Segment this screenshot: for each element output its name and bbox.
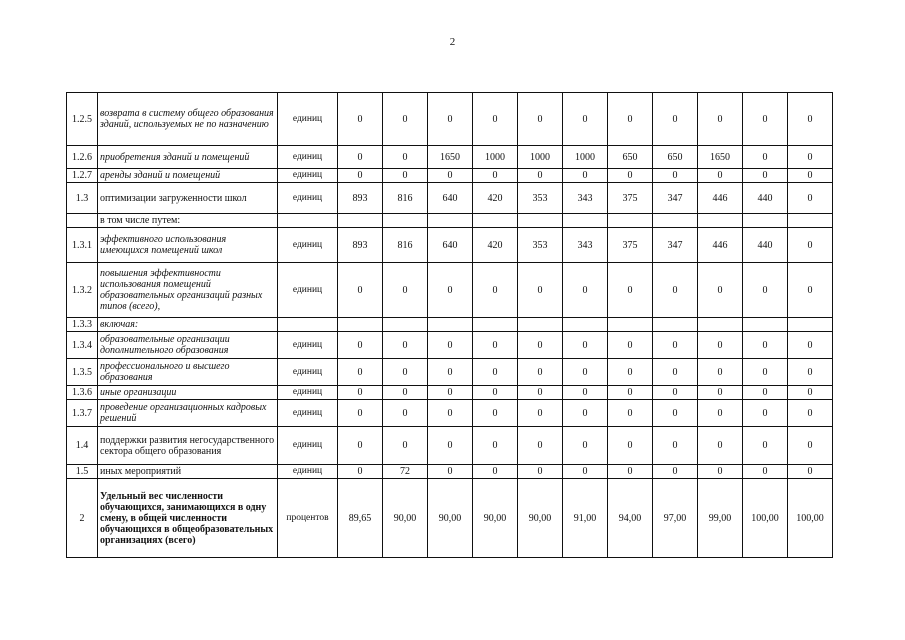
row-unit: единиц bbox=[278, 400, 338, 427]
table-cell: 0 bbox=[698, 427, 743, 465]
table-cell: 0 bbox=[428, 465, 473, 479]
table-cell: 816 bbox=[383, 183, 428, 214]
table-cell: 90,00 bbox=[428, 479, 473, 558]
table-cell: 0 bbox=[338, 359, 383, 386]
table-cell: 0 bbox=[383, 169, 428, 183]
table-cell: 90,00 bbox=[383, 479, 428, 558]
table-cell: 0 bbox=[338, 400, 383, 427]
table-cell: 0 bbox=[383, 386, 428, 400]
row-name: проведение организационных кадровых решений bbox=[98, 400, 278, 427]
table-cell: 0 bbox=[608, 427, 653, 465]
table-cell: 0 bbox=[383, 400, 428, 427]
table-cell: 0 bbox=[428, 427, 473, 465]
table-cell: 0 bbox=[743, 146, 788, 169]
row-code: 1.4 bbox=[67, 427, 98, 465]
table-cell: 347 bbox=[653, 183, 698, 214]
table-cell: 0 bbox=[563, 386, 608, 400]
table-cell: 0 bbox=[698, 359, 743, 386]
table-cell: 0 bbox=[338, 332, 383, 359]
table-cell: 0 bbox=[428, 263, 473, 318]
row-name: повышения эффективности использования помещений образовательных организаций разных типов (всего), bbox=[98, 263, 278, 318]
row-code bbox=[67, 214, 98, 228]
table-cell: 0 bbox=[428, 359, 473, 386]
table-cell: 440 bbox=[743, 228, 788, 263]
table-cell: 0 bbox=[653, 93, 698, 146]
row-unit: единиц bbox=[278, 332, 338, 359]
table-cell: 0 bbox=[518, 332, 563, 359]
table-cell: 0 bbox=[788, 427, 833, 465]
table-cell: 0 bbox=[383, 263, 428, 318]
table-cell: 640 bbox=[428, 228, 473, 263]
table-cell: 0 bbox=[383, 359, 428, 386]
table-cell: 0 bbox=[653, 332, 698, 359]
table-cell bbox=[608, 318, 653, 332]
table-cell bbox=[788, 214, 833, 228]
table-cell bbox=[473, 318, 518, 332]
table-cell: 0 bbox=[608, 400, 653, 427]
table-cell: 343 bbox=[563, 228, 608, 263]
row-code: 1.2.6 bbox=[67, 146, 98, 169]
row-code: 1.5 bbox=[67, 465, 98, 479]
table-row bbox=[67, 146, 833, 169]
table-cell bbox=[743, 318, 788, 332]
table-cell: 0 bbox=[608, 332, 653, 359]
table-cell: 0 bbox=[788, 400, 833, 427]
table-cell: 0 bbox=[518, 427, 563, 465]
row-name: в том числе путем: bbox=[98, 214, 278, 228]
table-cell bbox=[518, 214, 563, 228]
table-cell: 375 bbox=[608, 183, 653, 214]
table-cell: 0 bbox=[698, 400, 743, 427]
table-cell: 0 bbox=[338, 263, 383, 318]
table-cell: 0 bbox=[518, 400, 563, 427]
row-code: 1.3.1 bbox=[67, 228, 98, 263]
table-cell: 0 bbox=[743, 169, 788, 183]
table-cell: 72 bbox=[383, 465, 428, 479]
table-cell: 0 bbox=[788, 359, 833, 386]
table-row bbox=[67, 479, 833, 558]
table-cell: 0 bbox=[473, 332, 518, 359]
table-cell: 893 bbox=[338, 228, 383, 263]
row-name: оптимизации загруженности школ bbox=[98, 183, 278, 214]
table-cell: 0 bbox=[338, 427, 383, 465]
table-row bbox=[67, 93, 833, 146]
table-cell: 0 bbox=[338, 169, 383, 183]
table-cell: 0 bbox=[698, 169, 743, 183]
table-cell: 0 bbox=[563, 93, 608, 146]
table-cell: 99,00 bbox=[698, 479, 743, 558]
table-cell: 1650 bbox=[698, 146, 743, 169]
table-cell: 0 bbox=[743, 359, 788, 386]
table-cell: 0 bbox=[743, 93, 788, 146]
table-cell bbox=[653, 214, 698, 228]
table-cell: 1650 bbox=[428, 146, 473, 169]
row-name: иных мероприятий bbox=[98, 465, 278, 479]
table-cell: 0 bbox=[518, 169, 563, 183]
table-cell bbox=[788, 318, 833, 332]
table-cell: 100,00 bbox=[788, 479, 833, 558]
table-cell: 0 bbox=[473, 427, 518, 465]
table-cell: 0 bbox=[743, 263, 788, 318]
table-cell: 0 bbox=[428, 93, 473, 146]
row-unit: процентов bbox=[278, 479, 338, 558]
table-cell: 0 bbox=[518, 465, 563, 479]
table-cell bbox=[608, 214, 653, 228]
table-cell: 0 bbox=[563, 465, 608, 479]
table-cell: 0 bbox=[563, 263, 608, 318]
table-cell: 0 bbox=[608, 169, 653, 183]
table-cell bbox=[563, 318, 608, 332]
table-cell: 0 bbox=[518, 386, 563, 400]
row-code: 1.3.5 bbox=[67, 359, 98, 386]
table-cell: 0 bbox=[788, 263, 833, 318]
table-cell: 446 bbox=[698, 228, 743, 263]
table-cell: 0 bbox=[653, 400, 698, 427]
row-name: поддержки развития негосударственного сектора общего образования bbox=[98, 427, 278, 465]
table-cell: 0 bbox=[653, 465, 698, 479]
table-cell: 0 bbox=[338, 146, 383, 169]
row-unit bbox=[278, 214, 338, 228]
table-cell: 0 bbox=[698, 465, 743, 479]
table-cell: 0 bbox=[788, 93, 833, 146]
table-cell: 343 bbox=[563, 183, 608, 214]
table-cell: 446 bbox=[698, 183, 743, 214]
table-cell: 0 bbox=[473, 93, 518, 146]
table-cell bbox=[698, 318, 743, 332]
table-cell: 0 bbox=[473, 386, 518, 400]
table-cell: 0 bbox=[698, 386, 743, 400]
table-cell: 0 bbox=[563, 169, 608, 183]
table-cell: 353 bbox=[518, 183, 563, 214]
table-cell: 0 bbox=[383, 93, 428, 146]
table-cell: 0 bbox=[608, 359, 653, 386]
row-code: 2 bbox=[67, 479, 98, 558]
row-code: 1.3.6 bbox=[67, 386, 98, 400]
table-cell: 440 bbox=[743, 183, 788, 214]
table-cell: 0 bbox=[383, 146, 428, 169]
table-cell: 0 bbox=[473, 359, 518, 386]
table-row bbox=[67, 263, 833, 318]
table-cell: 97,00 bbox=[653, 479, 698, 558]
row-code: 1.2.5 bbox=[67, 93, 98, 146]
row-name: профессионального и высшего образования bbox=[98, 359, 278, 386]
table-cell: 0 bbox=[518, 359, 563, 386]
row-unit bbox=[278, 318, 338, 332]
table-cell bbox=[743, 214, 788, 228]
table-cell: 0 bbox=[473, 169, 518, 183]
table-cell: 0 bbox=[608, 93, 653, 146]
table-cell: 0 bbox=[518, 263, 563, 318]
table-cell: 0 bbox=[788, 228, 833, 263]
row-name: включая: bbox=[98, 318, 278, 332]
row-name: возврата в систему общего образования зданий, используемых не по назначению bbox=[98, 93, 278, 146]
table-cell: 1000 bbox=[518, 146, 563, 169]
table-cell: 0 bbox=[473, 400, 518, 427]
table-row bbox=[67, 427, 833, 465]
row-unit: единиц bbox=[278, 263, 338, 318]
row-unit: единиц bbox=[278, 427, 338, 465]
table-cell: 0 bbox=[563, 427, 608, 465]
row-code: 1.3.4 bbox=[67, 332, 98, 359]
table-cell: 0 bbox=[653, 169, 698, 183]
row-code: 1.3.7 bbox=[67, 400, 98, 427]
table-cell: 0 bbox=[428, 386, 473, 400]
table-cell bbox=[698, 214, 743, 228]
row-name: эффективного использования имеющихся помещений школ bbox=[98, 228, 278, 263]
row-name: иные организации bbox=[98, 386, 278, 400]
row-unit: единиц bbox=[278, 169, 338, 183]
table-cell: 0 bbox=[383, 427, 428, 465]
table-row bbox=[67, 359, 833, 386]
table-cell bbox=[653, 318, 698, 332]
row-unit: единиц bbox=[278, 465, 338, 479]
table-cell: 0 bbox=[608, 465, 653, 479]
table-row bbox=[67, 214, 833, 228]
row-name: Удельный вес численности обучающихся, занимающихся в одну смену, в общей численности обучающихся в общеобразовательных организациях (всего) bbox=[98, 479, 278, 558]
table-row bbox=[67, 332, 833, 359]
table-cell: 1000 bbox=[473, 146, 518, 169]
table-cell bbox=[383, 318, 428, 332]
table-cell bbox=[338, 318, 383, 332]
table-cell: 0 bbox=[608, 263, 653, 318]
table-cell: 0 bbox=[788, 465, 833, 479]
indicators-table bbox=[66, 92, 833, 558]
table-row bbox=[67, 318, 833, 332]
table-cell: 91,00 bbox=[563, 479, 608, 558]
table-cell: 375 bbox=[608, 228, 653, 263]
table-cell: 0 bbox=[743, 386, 788, 400]
table-cell: 0 bbox=[743, 400, 788, 427]
table-cell: 0 bbox=[698, 263, 743, 318]
table-row bbox=[67, 228, 833, 263]
table-cell: 90,00 bbox=[518, 479, 563, 558]
table-cell: 640 bbox=[428, 183, 473, 214]
table-cell bbox=[473, 214, 518, 228]
table-cell: 0 bbox=[563, 400, 608, 427]
table-cell: 0 bbox=[788, 332, 833, 359]
table-cell: 650 bbox=[608, 146, 653, 169]
table-cell: 0 bbox=[743, 427, 788, 465]
table-cell: 347 bbox=[653, 228, 698, 263]
table-cell: 0 bbox=[428, 332, 473, 359]
table-cell: 0 bbox=[653, 263, 698, 318]
table-cell: 0 bbox=[698, 93, 743, 146]
table-cell: 89,65 bbox=[338, 479, 383, 558]
page-number: 2 bbox=[449, 36, 456, 48]
table-cell: 0 bbox=[788, 386, 833, 400]
table-cell: 650 bbox=[653, 146, 698, 169]
table-cell: 0 bbox=[428, 400, 473, 427]
row-name: аренды зданий и помещений bbox=[98, 169, 278, 183]
row-code: 1.2.7 bbox=[67, 169, 98, 183]
row-code: 1.3.3 bbox=[67, 318, 98, 332]
table-cell: 816 bbox=[383, 228, 428, 263]
table-cell: 0 bbox=[338, 93, 383, 146]
table-cell: 0 bbox=[563, 359, 608, 386]
table-cell: 94,00 bbox=[608, 479, 653, 558]
row-unit: единиц bbox=[278, 93, 338, 146]
table-row bbox=[67, 386, 833, 400]
row-unit: единиц bbox=[278, 228, 338, 263]
row-unit: единиц bbox=[278, 146, 338, 169]
table-cell: 0 bbox=[788, 146, 833, 169]
table-row bbox=[67, 465, 833, 479]
row-unit: единиц bbox=[278, 183, 338, 214]
table-cell bbox=[428, 214, 473, 228]
table-cell: 0 bbox=[653, 427, 698, 465]
table-cell bbox=[383, 214, 428, 228]
table-cell: 1000 bbox=[563, 146, 608, 169]
table-cell: 893 bbox=[338, 183, 383, 214]
table-cell: 0 bbox=[653, 386, 698, 400]
table-cell: 0 bbox=[743, 332, 788, 359]
table-cell: 0 bbox=[698, 332, 743, 359]
table-cell: 0 bbox=[383, 332, 428, 359]
table-cell bbox=[428, 318, 473, 332]
table-row bbox=[67, 400, 833, 427]
table-cell: 0 bbox=[788, 169, 833, 183]
table-cell: 0 bbox=[473, 465, 518, 479]
table-row bbox=[67, 169, 833, 183]
table-cell bbox=[518, 318, 563, 332]
table-cell: 0 bbox=[788, 183, 833, 214]
table-cell: 0 bbox=[608, 386, 653, 400]
table-cell: 0 bbox=[743, 465, 788, 479]
table-cell bbox=[563, 214, 608, 228]
row-name: приобретения зданий и помещений bbox=[98, 146, 278, 169]
table-cell: 0 bbox=[473, 263, 518, 318]
table-cell: 0 bbox=[563, 332, 608, 359]
table-cell: 100,00 bbox=[743, 479, 788, 558]
table-cell: 420 bbox=[473, 228, 518, 263]
row-unit: единиц bbox=[278, 359, 338, 386]
table-cell bbox=[338, 214, 383, 228]
table-cell: 353 bbox=[518, 228, 563, 263]
table-row bbox=[67, 183, 833, 214]
table-cell: 420 bbox=[473, 183, 518, 214]
row-unit: единиц bbox=[278, 386, 338, 400]
row-code: 1.3 bbox=[67, 183, 98, 214]
table-cell: 0 bbox=[338, 465, 383, 479]
table-cell: 0 bbox=[338, 386, 383, 400]
row-code: 1.3.2 bbox=[67, 263, 98, 318]
table-cell: 0 bbox=[653, 359, 698, 386]
table-cell: 90,00 bbox=[473, 479, 518, 558]
table-cell: 0 bbox=[428, 169, 473, 183]
row-name: образовательные организации дополнительного образования bbox=[98, 332, 278, 359]
table-cell: 0 bbox=[518, 93, 563, 146]
